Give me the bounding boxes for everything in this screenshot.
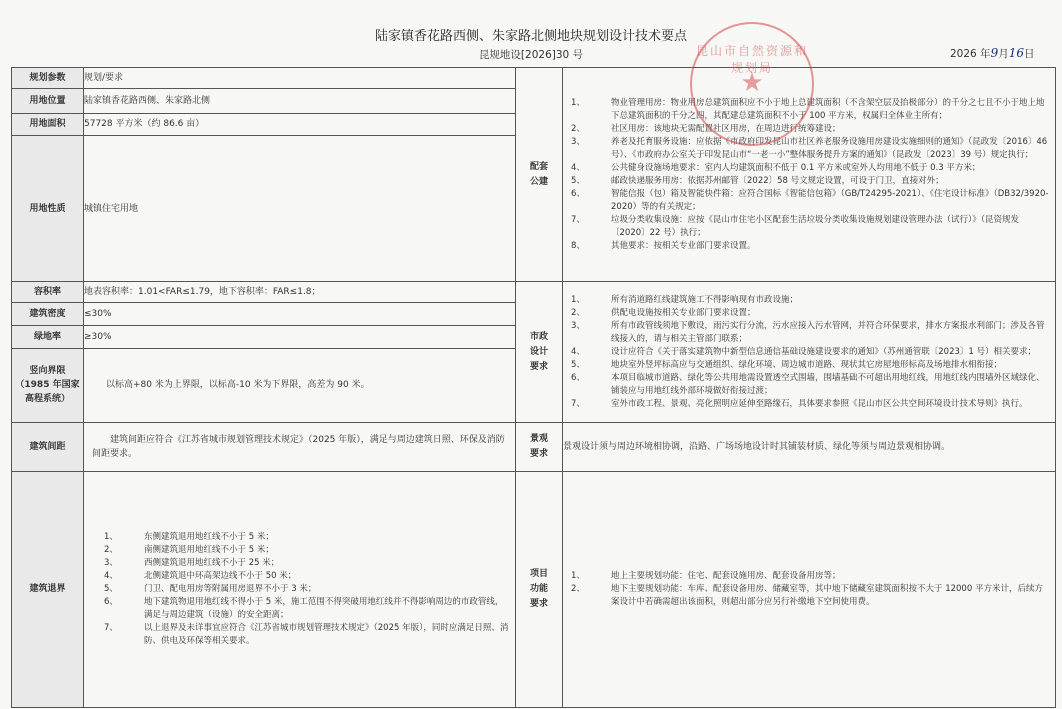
facility-item: 1、 物业管理用房：物业用房总建筑面积应不小于地上总建筑面积（不含架空层及抬极部分）的千分之七且不小于地上地下总建筑面积的千分之四，其配建总建筑面积不小于 100 平方米，权属归全体业主所有；	[571, 97, 1045, 121]
facility-item: 8、 其他要求：按相关专业部门要求设置。	[571, 240, 756, 251]
date-month: 9	[990, 46, 999, 60]
date-day-unit: 日	[1023, 48, 1035, 60]
location-label: 用地位置	[12, 88, 84, 113]
municipal-item: 4、 设计应符合《关于落实建筑物中新型信息通信基础设施建设要求的通知》（苏州通管联〔2023〕1 号）相关要求；	[571, 346, 1036, 357]
date-year: 2026 年	[950, 48, 991, 60]
facilities-content	[563, 68, 1056, 282]
seal-text: 昆山市自然资源和规划局	[695, 44, 808, 75]
facilities-label	[516, 68, 563, 282]
program-label-line: 功能	[529, 583, 548, 594]
municipal-label-line: 市政	[529, 331, 548, 342]
setback-item: 2、 南侧建筑退用地红线不小于 5 米；	[104, 544, 274, 555]
municipal-item: 2、 供配电设施按相关专业部门要求设置；	[571, 307, 756, 318]
facility-item: 7、 垃圾分类收集设施：应按《昆山市住宅小区配套生活垃圾分类收集设施规划建设管理办法（试行）》（昆资规发〔2020〕22 号）执行；	[571, 214, 1020, 238]
municipal-item: 6、 本项目临城市道路、绿化等公共用地需设置透空式围墙，围墙基础不可超出用地红线，用地红线内围墙外区域绿化、铺装应与用地红线外部环境做好衔接过渡；	[571, 372, 1045, 396]
facility-item: 5、 邮政快递服务用房：依据苏州邮管〔2022〕58 号文规定设置，可设于门卫，直接对外；	[571, 175, 944, 186]
landscape-label-line: 要求	[529, 449, 548, 459]
height-limit-label-line: （1985 年国家	[15, 380, 80, 391]
setback-content	[84, 471, 516, 707]
setback-item: 1、 东侧建筑退用地红线不小于 5 米；	[104, 531, 274, 542]
facility-item: 4、 公共健身设施场地要求：室内人均建筑面积不低于 0.1 平方米或室外人均用地不低于 0.3 平方米；	[571, 162, 981, 173]
date-day: 16	[1008, 46, 1024, 60]
municipal-item: 5、 地块室外竖坪标高应与交通组织、绿化环境、周边城市道路、现状其它房屋地形标高及场地排水相衔接；	[571, 359, 1003, 370]
document-number: 昆规地设[2026]30 号	[478, 49, 584, 61]
header-params-label: 规划参数	[12, 68, 84, 89]
municipal-label-line: 要求	[529, 361, 548, 372]
density-label: 建筑密度	[12, 303, 84, 326]
program-content	[563, 471, 1056, 707]
setback-item: 5、 门卫、配电用房等附属用房退界不小于 3 米；	[104, 583, 317, 594]
municipal-list	[563, 294, 1055, 411]
spacing-text: 建筑间距应符合《江苏省城市规划管理技术规定》（2025 年版），满足与周边建筑日照、环保及消防间距要求。	[92, 435, 505, 459]
municipal-label-line: 设计	[529, 346, 548, 357]
facility-item: 6、 智能信报（包）箱及智能快件箱：应符合国标《智能信包箱》（GB/T24295-2021）、《住宅设计标准》（DB32/3920-2020）等的有关规定；	[571, 188, 1049, 212]
landscape-label	[516, 423, 563, 472]
spacing-value	[84, 423, 516, 472]
land-use-label: 用地性质	[12, 136, 84, 282]
program-item: 1、 地上主要规划功能：住宅、配套设施用房、配套设备用房等；	[571, 570, 841, 581]
program-label	[516, 471, 563, 707]
area-label: 用地面积	[12, 113, 84, 136]
technical-requirements-table	[11, 67, 1056, 708]
setback-item: 4、 北侧建筑退中环高架边线不小于 50 米；	[104, 570, 297, 581]
municipal-item: 3、 所有市政管线须地下敷设，雨污实行分流，污水应接入污水管网，并符合环保要求，排水方案报水利部门；涉及各管线接入的，请与相关主管部门联系；	[571, 320, 1045, 344]
municipal-item: 1、 所有消道路红线建筑施工不得影响现有市政设施；	[571, 294, 799, 305]
green-ratio-value: ≥30%	[84, 325, 516, 348]
header-requirements-label: 规划/要求	[84, 68, 516, 89]
height-limit-label	[12, 348, 84, 423]
area-value: 57728 平方米（约 86.6 亩）	[84, 113, 516, 136]
program-label-line: 项目	[529, 568, 548, 579]
municipal-item: 7、 室外市政工程、景观、亮化照明应延伸至路缘石，具体要求参照《昆山市区公共空间环境设计技术导则》执行。	[571, 398, 1028, 409]
height-limit-label-line: 高程系统）	[24, 394, 70, 405]
facilities-label-line: 公建	[529, 176, 548, 187]
program-label-line: 要求	[529, 598, 548, 609]
seal-star-icon: ★	[740, 68, 764, 98]
facility-item: 3、 养老及托育服务设施：应依据《市政府印发昆山市社区养老服务设施用房建设实施细则的通知》（昆政发〔2016〕46 号）、《市政府办公室关于印发昆山市“一老一小”整体服务提升方案的通知》（昆政发〔2023〕39 号）规定执行；	[571, 136, 1048, 160]
program-item: 2、 地下主要规划功能：车库、配套设备用房、储藏室等，其中地下储藏室建筑面积按不大于 12000 平方米计，后续方案设计中若确需超出该面积，则超出部分应另行补缴地下空间使用费。	[571, 583, 1043, 607]
spacing-label: 建筑间距	[12, 423, 84, 472]
date-month-unit: 月	[998, 48, 1009, 60]
location-value: 陆家镇香花路西侧、朱家路北侧	[84, 88, 516, 113]
facilities-label-line: 配套	[529, 161, 548, 172]
setback-item: 7、 以上退界及未详事宜应符合《江苏省城市规划管理技术规定》（2025 年版），同时应满足日照、消防、供电及环保等相关要求。	[104, 622, 509, 646]
facilities-list	[563, 97, 1055, 253]
height-limit-label-line: 竖向界限	[29, 366, 66, 377]
far-label: 容积率	[12, 282, 84, 303]
landscape-value: 景观设计须与周边环境相协调，沿路、广场场地设计时其铺装材质、绿化等须与周边景观相协调。	[563, 423, 1056, 472]
landscape-label-line: 景观	[529, 434, 548, 444]
setback-list	[84, 531, 515, 648]
height-limit-value: 以标高+80 米为上界限，以标高-10 米为下界限，高差为 90 米。	[84, 348, 516, 423]
setback-label: 建筑退界	[12, 471, 84, 707]
setback-item: 3、 西侧建筑退用地红线不小于 25 米；	[104, 557, 280, 568]
setback-item: 6、 地下建筑物退用地红线不得小于 5 米，施工范围不得突破用地红线并不得影响周边的市政管线，满足与周边建筑（设施）的安全距离；	[104, 596, 504, 620]
document-date	[950, 46, 1034, 61]
land-use-value: 城镇住宅用地	[84, 136, 516, 282]
far-value: 地表容积率：1.01<FAR≤1.79，地下容积率：FAR≤1.8；	[84, 282, 516, 303]
green-ratio-label: 绿地率	[12, 325, 84, 348]
municipal-label	[516, 282, 563, 423]
facility-item: 2、 社区用房：该地块无需配置社区用房，在周边进行统筹建设；	[571, 123, 841, 134]
municipal-content	[563, 282, 1056, 423]
program-list	[563, 570, 1055, 609]
density-value: ≤30%	[84, 303, 516, 326]
document-title: 陆家镇香花路西侧、朱家路北侧地块规划设计技术要点	[374, 29, 687, 44]
